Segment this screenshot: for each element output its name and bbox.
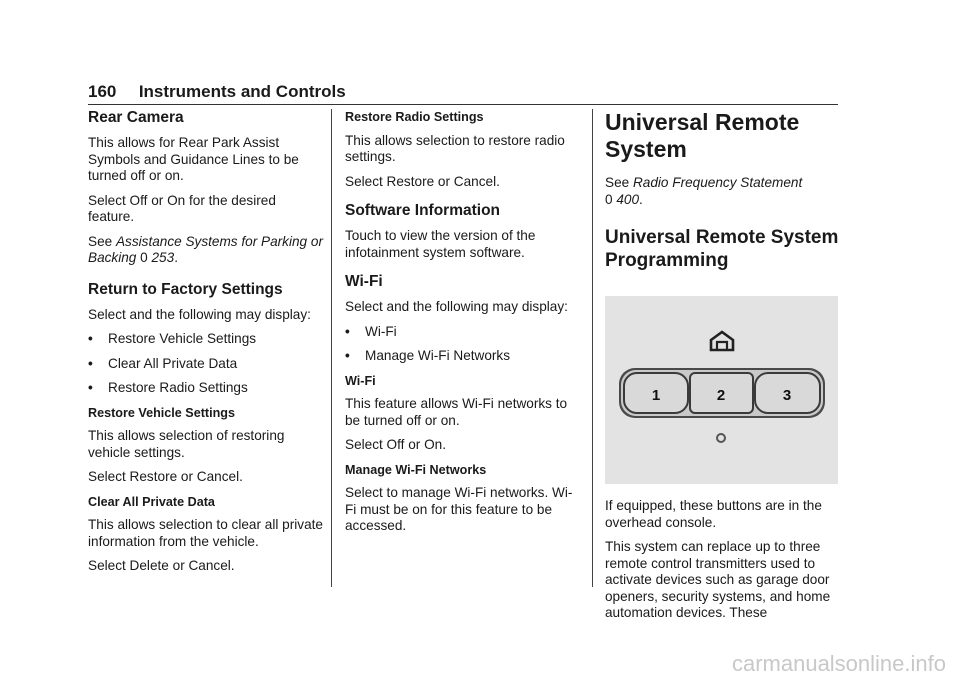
list-item-label: Restore Radio Settings [108, 380, 248, 395]
subsection-title: Restore Vehicle Settings [88, 405, 235, 420]
paragraph: This allows for Rear Park Assist Symbols and Guidance Lines to be turned off or on. [88, 135, 299, 183]
paragraph: This allows selection of restoring vehicle settings. [88, 428, 285, 460]
paragraph: Select to manage Wi-Fi networks. Wi-Fi must be on for this feature to be accessed. [345, 485, 573, 533]
period: . [174, 250, 178, 265]
section-title-factory-settings: Return to Factory Settings [88, 280, 283, 298]
page-ref-arrow: 0 [605, 191, 613, 207]
list-item [345, 324, 581, 341]
column-right [605, 109, 841, 630]
remote-button-1[interactable] [624, 373, 688, 413]
subsection-title: Clear All Private Data [88, 494, 215, 509]
page-reference[interactable]: 400 [616, 191, 640, 207]
paragraph: Select Delete or Cancel. [88, 558, 235, 573]
section-title-wifi: Wi-Fi [345, 273, 383, 290]
see-text: See [605, 175, 633, 190]
list-item [345, 348, 581, 365]
remote-button-3[interactable] [755, 373, 820, 413]
subsection-title: Manage Wi-Fi Networks [345, 462, 487, 477]
subsection-title: Restore Radio Settings [345, 110, 484, 124]
list-item [88, 356, 324, 373]
paragraph: This allows selection to clear all private information from the vehicle. [88, 517, 323, 549]
paragraph: Select Off or On for the desired feature. [88, 192, 276, 224]
cross-reference-link[interactable]: Radio Frequency Statement [632, 175, 803, 190]
paragraph: Select Restore or Cancel. [345, 173, 500, 189]
remote-button-2[interactable] [690, 373, 753, 413]
button-1-label: 1 [651, 387, 661, 404]
watermark: carmanualsonline.info [731, 651, 946, 676]
list-item-label: Clear All Private Data [108, 355, 238, 371]
period: . [639, 191, 643, 207]
list-item-label: Restore Vehicle Settings [108, 331, 257, 346]
subsection-title: Wi-Fi [345, 373, 376, 388]
bullet-icon: • [88, 380, 93, 395]
paragraph: Touch to view the version of the infotainment system software. [345, 228, 536, 260]
paragraph: This allows selection to restore radio settings. [345, 132, 565, 164]
list-item [88, 331, 324, 348]
cross-reference-link[interactable]: Assistance Systems for Parking or Backing [88, 233, 323, 265]
section-title-universal-remote: Universal Remote System [605, 109, 800, 162]
list-item [88, 380, 324, 397]
button-3-label: 3 [782, 387, 792, 404]
column-left [88, 109, 324, 583]
universal-remote-buttons-figure [605, 296, 838, 484]
bullet-icon: • [88, 355, 93, 371]
indicator-light-icon [717, 434, 725, 442]
paragraph [605, 175, 841, 208]
column-middle [345, 109, 581, 543]
page-header [88, 82, 838, 105]
page-reference[interactable]: 253 [151, 250, 175, 265]
paragraph: Select and the following may display: [345, 299, 568, 314]
paragraph [88, 234, 324, 267]
paragraph: Select Off or On. [345, 437, 446, 452]
section-title-programming: Universal Remote System Programming [605, 227, 839, 271]
button-2-label: 2 [716, 387, 726, 404]
chapter-title: Instruments and Controls [138, 82, 346, 101]
column-divider [331, 109, 332, 587]
paragraph: Select Restore or Cancel. [88, 469, 243, 484]
paragraph: This feature allows Wi-Fi networks to be turned off or on. [345, 396, 568, 428]
column-divider [592, 109, 593, 587]
list-item-label: Manage Wi-Fi Networks [365, 348, 511, 363]
bullet-icon: • [345, 348, 350, 363]
bullet-icon: • [345, 323, 350, 339]
page-number: 160 [88, 82, 117, 101]
paragraph: This system can replace up to three remote control transmitters used to activate devices such as garage door openers, security systems, and home automation devices. These [605, 539, 831, 620]
see-text: See [88, 233, 116, 249]
section-title-software-info: Software Information [345, 202, 501, 219]
home-icon [711, 332, 733, 350]
page-ref-arrow: 0 [140, 250, 148, 265]
paragraph: If equipped, these buttons are in the overhead console. [605, 498, 822, 530]
section-title-rear-camera: Rear Camera [88, 109, 184, 126]
list-item-label: Wi-Fi [365, 323, 397, 339]
paragraph: Select and the following may display: [88, 306, 311, 322]
bullet-icon: • [88, 331, 93, 346]
remote-buttons-illustration [605, 296, 838, 484]
